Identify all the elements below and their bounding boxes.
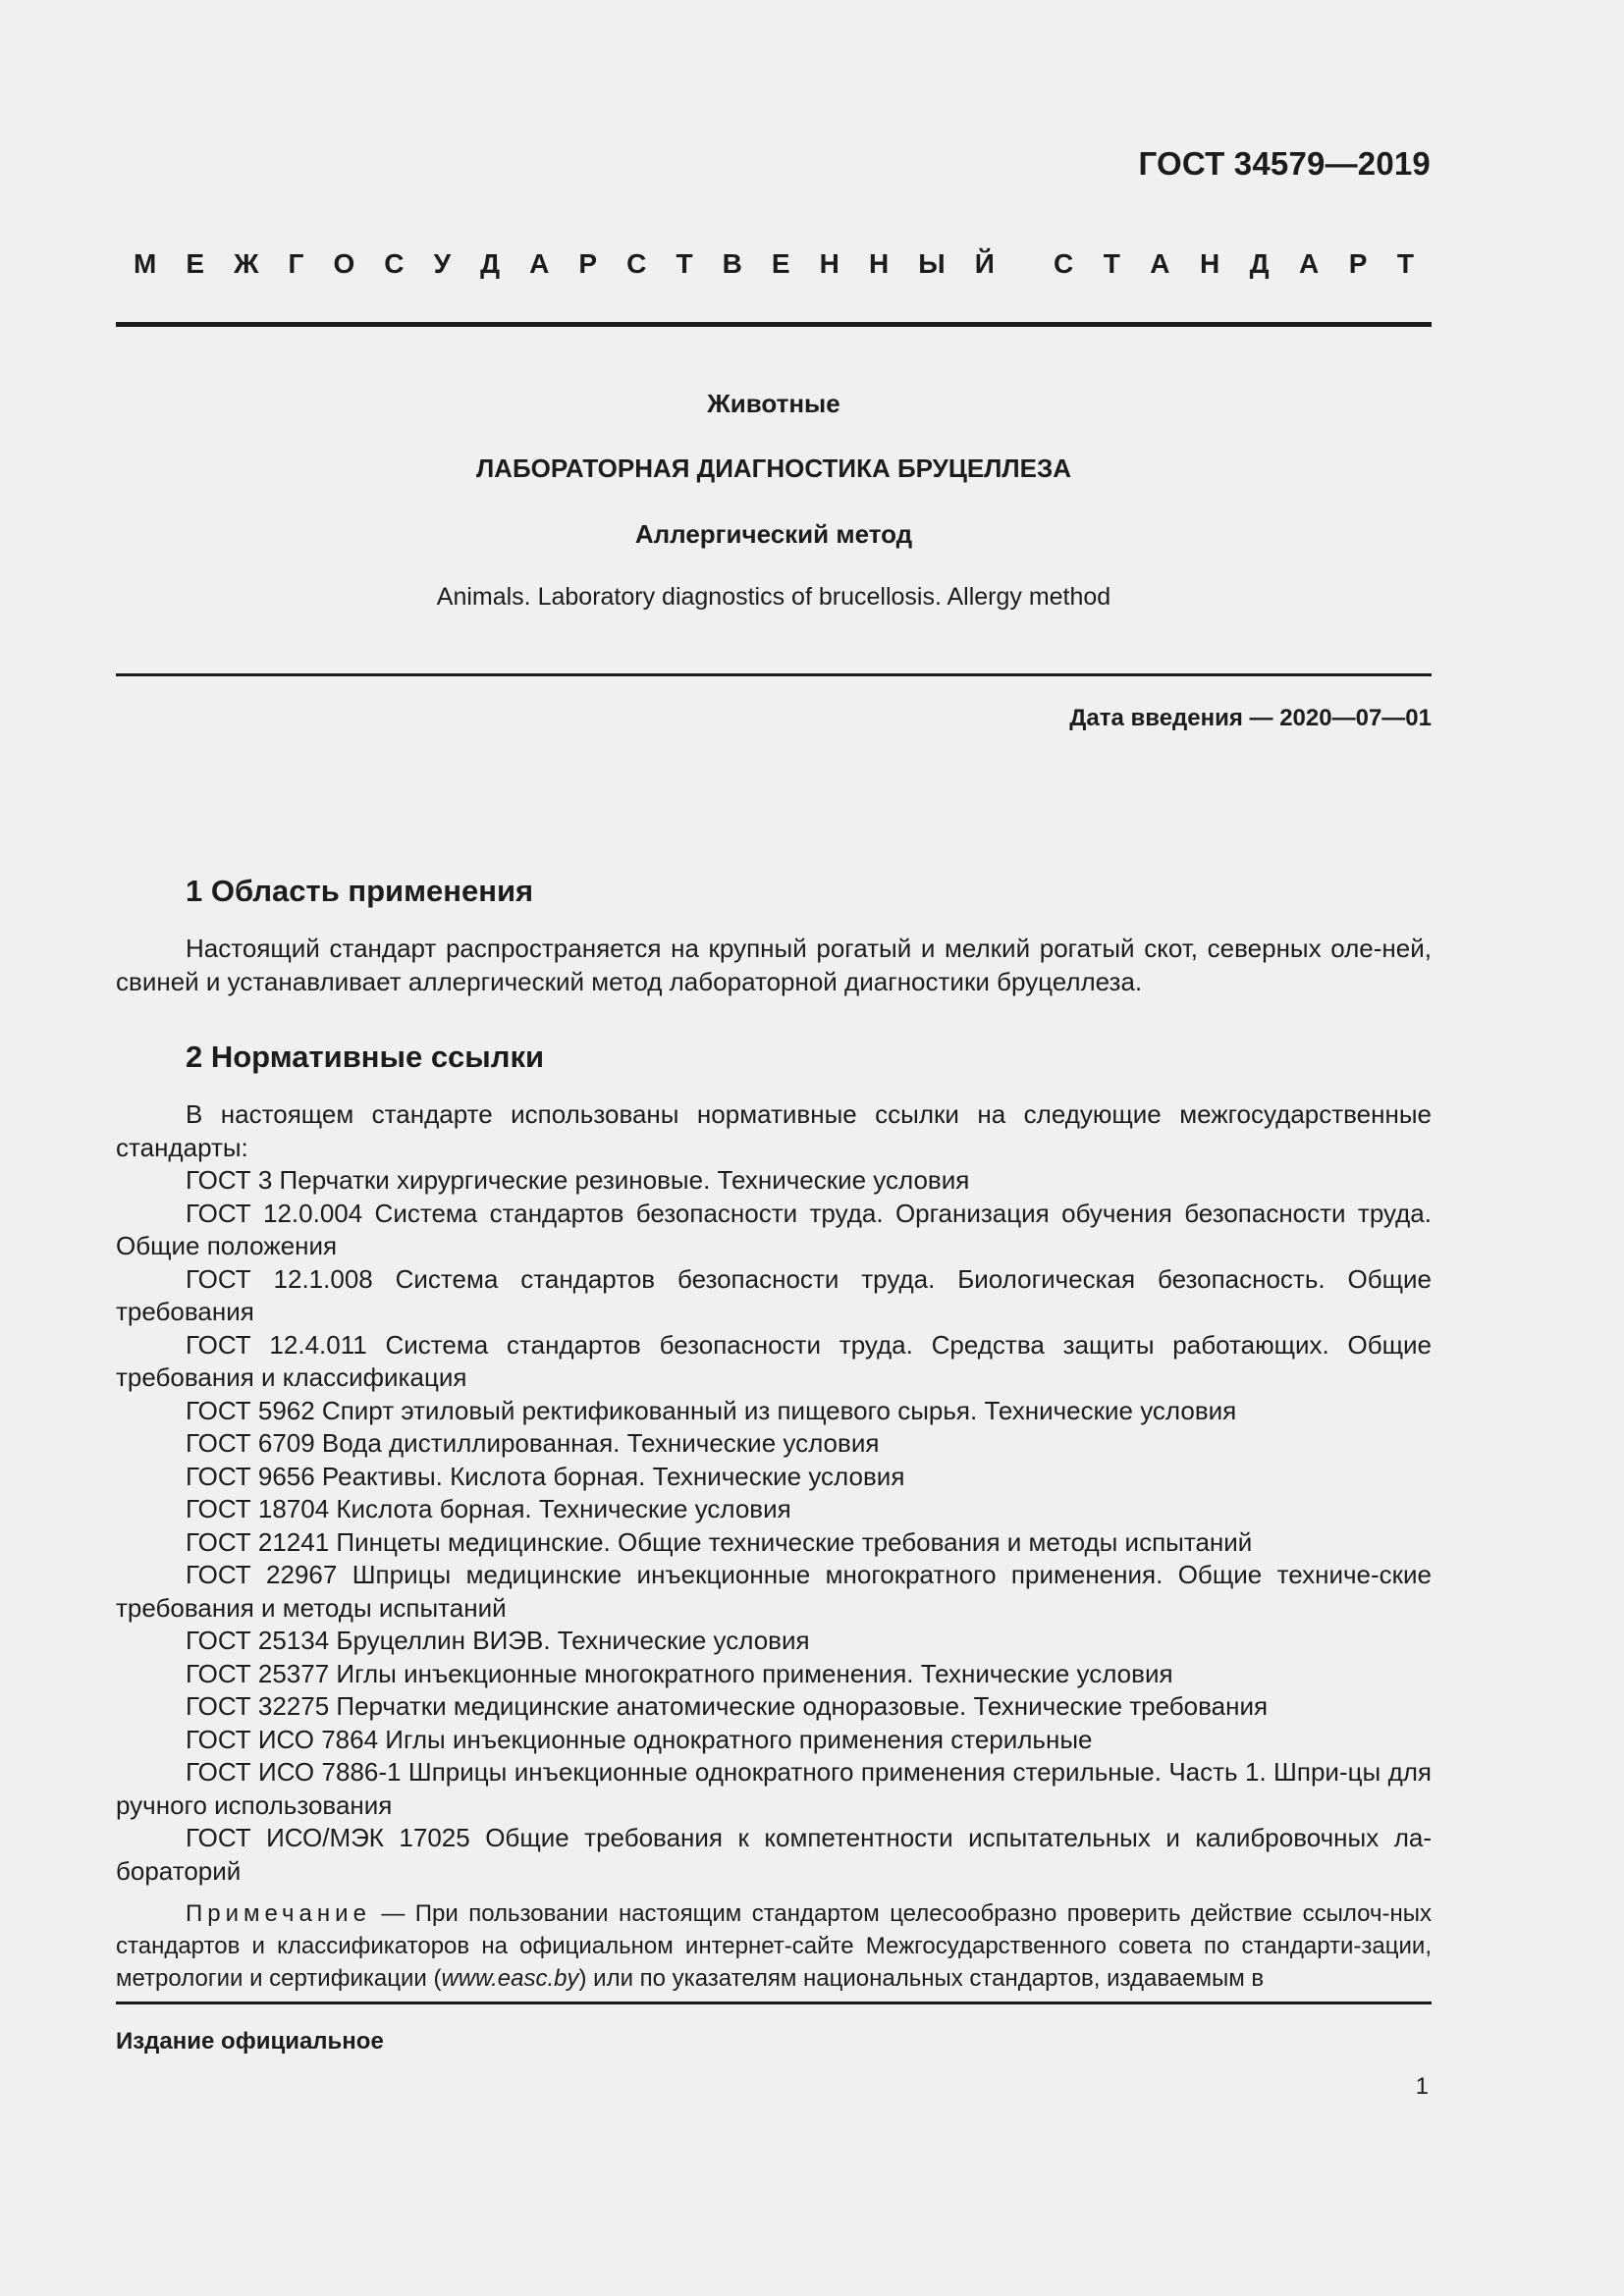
standard-type-word-2 <box>1054 248 1432 280</box>
reference-item: ГОСТ 18704 Кислота борная. Технические условия <box>186 1494 791 1523</box>
standard-type-letter: Т <box>1396 248 1414 279</box>
standard-type-letter: Д <box>480 248 501 279</box>
standard-type-letter: С <box>1054 248 1074 279</box>
standard-type-letter: Й <box>974 248 995 279</box>
reference-item: ГОСТ 25134 Бруцеллин ВИЭВ. Технические условия <box>186 1626 810 1655</box>
standard-type-letter: О <box>333 248 355 279</box>
standard-type-letter: В <box>722 248 742 279</box>
standard-type-letter: Г <box>288 248 304 279</box>
standard-type-letter: Ы <box>918 248 946 279</box>
footer-rule <box>116 2002 1432 2004</box>
standard-type-letter: Н <box>868 248 890 279</box>
reference-item: ГОСТ 22967 Шприцы медицинские инъекционные многократного применения. Общие техниче-ские требования и методы испытаний <box>116 1560 1432 1623</box>
page-number: 1 <box>1415 2073 1429 2100</box>
standard-type-letter: Н <box>1199 248 1220 279</box>
reference-item: ГОСТ 12.0.004 Система стандартов безопасности труда. Организация обучения безопасности труда. Общие положения <box>116 1198 1432 1260</box>
standard-type-letter: Т <box>676 248 693 279</box>
note-block <box>116 1897 1432 1995</box>
standard-type-letter: А <box>529 248 550 279</box>
standard-type-word-1 <box>116 248 995 280</box>
reference-item: ГОСТ ИСО 7864 Иглы инъекционные однократного применения стерильные <box>186 1724 1093 1754</box>
note-paragraph <box>116 1897 1432 1995</box>
standard-type-letter: Е <box>186 248 205 279</box>
reference-item: ГОСТ 21241 Пинцеты медицинские. Общие технические требования и методы испытаний <box>186 1526 1253 1557</box>
title-english: Animals. Laboratory diagnostics of brucellosis. Allergy method <box>436 583 1111 611</box>
section-1-body <box>116 933 1432 998</box>
standard-type-letter: Т <box>1103 248 1120 279</box>
section-2-heading: 2 Нормативные ссылки <box>186 1040 545 1074</box>
reference-item: ГОСТ 12.1.008 Система стандартов безопасности труда. Биологическая безопасность. Общие требования <box>116 1263 1432 1326</box>
standard-type-letter: Е <box>771 248 790 279</box>
header-rule <box>116 322 1432 327</box>
standard-type-letter: У <box>433 248 452 279</box>
reference-item: ГОСТ 12.4.011 Система стандартов безопасности труда. Средства защиты работающих. Общие требования и классификация <box>116 1329 1432 1392</box>
standard-type-letter: С <box>626 248 647 279</box>
reference-item: ГОСТ 32275 Перчатки медицинские анатомические одноразовые. Технические требования <box>186 1691 1269 1721</box>
standard-type-letter: М <box>134 248 157 279</box>
standard-type-letter: Ж <box>234 248 259 279</box>
title-main: ЛАБОРАТОРНАЯ ДИАГНОСТИКА БРУЦЕЛЛЕЗА <box>475 454 1072 483</box>
section-2-intro: В настоящем стандарте использованы нормативные ссылки на следующие межгосударственные стандарты: <box>116 1099 1432 1162</box>
title-category: Животные <box>707 389 840 418</box>
reference-item: ГОСТ 9656 Реактивы. Кислота борная. Технические условия <box>186 1461 905 1491</box>
section-1-heading: 1 Область применения <box>186 874 534 908</box>
reference-item: ГОСТ ИСО/МЭК 17025 Общие требования к компетентности испытательных и калибровочных ла-бораторий <box>116 1823 1432 1886</box>
standard-type-letter: А <box>1150 248 1170 279</box>
section-2-body <box>116 1098 1432 1888</box>
gost-number: ГОСТ 34579—2019 <box>1138 145 1431 182</box>
reference-item: ГОСТ ИСО 7886-1 Шприцы инъекционные однократного применения стерильные. Часть 1. Шпри-цы для ручного использования <box>116 1757 1432 1820</box>
reference-item: ГОСТ 3 Перчатки хирургические резиновые. Технические условия <box>186 1165 970 1195</box>
note-text-1: — При пользовании настоящим стандартом целесообразно проверить действие ссылоч-ных стандартов и классификаторов на официальном интернет-сайте Межгосударственного совета по стандарти-зации, метрологии и сертификации ( <box>116 1900 1432 1992</box>
title-rule <box>116 673 1432 676</box>
standard-type-header <box>116 248 1432 280</box>
standard-type-letter: Р <box>578 248 598 279</box>
note-label: Примечание <box>186 1900 371 1927</box>
note-text-2: ) или по указателям национальных стандартов, издаваемым в <box>578 1965 1265 1992</box>
standard-type-letter: А <box>1299 248 1320 279</box>
note-link[interactable]: www.easc.by <box>441 1965 579 1992</box>
title-subtitle: Аллергический метод <box>634 519 913 549</box>
section-1-paragraph: Настоящий стандарт распространяется на крупный рогатый и мелкий рогатый скот, северных оле-ней, свиней и устанавливает аллергический метод лабораторной диагностики бруцеллеза. <box>116 934 1432 996</box>
reference-item: ГОСТ 25377 Иглы инъекционные многократного применения. Технические условия <box>186 1658 1173 1688</box>
standard-type-letter: Н <box>819 248 839 279</box>
reference-item: ГОСТ 6709 Вода дистиллированная. Технические условия <box>186 1428 880 1458</box>
edition-label: Издание официальное <box>116 2028 384 2055</box>
standard-type-letter: Д <box>1249 248 1270 279</box>
standard-type-letter: Р <box>1348 248 1368 279</box>
reference-item: ГОСТ 5962 Спирт этиловый ректификованный из пищевого сырья. Технические условия <box>186 1395 1237 1425</box>
standard-type-letter: С <box>384 248 405 279</box>
introduction-date: Дата введения — 2020—07—01 <box>1069 705 1432 731</box>
